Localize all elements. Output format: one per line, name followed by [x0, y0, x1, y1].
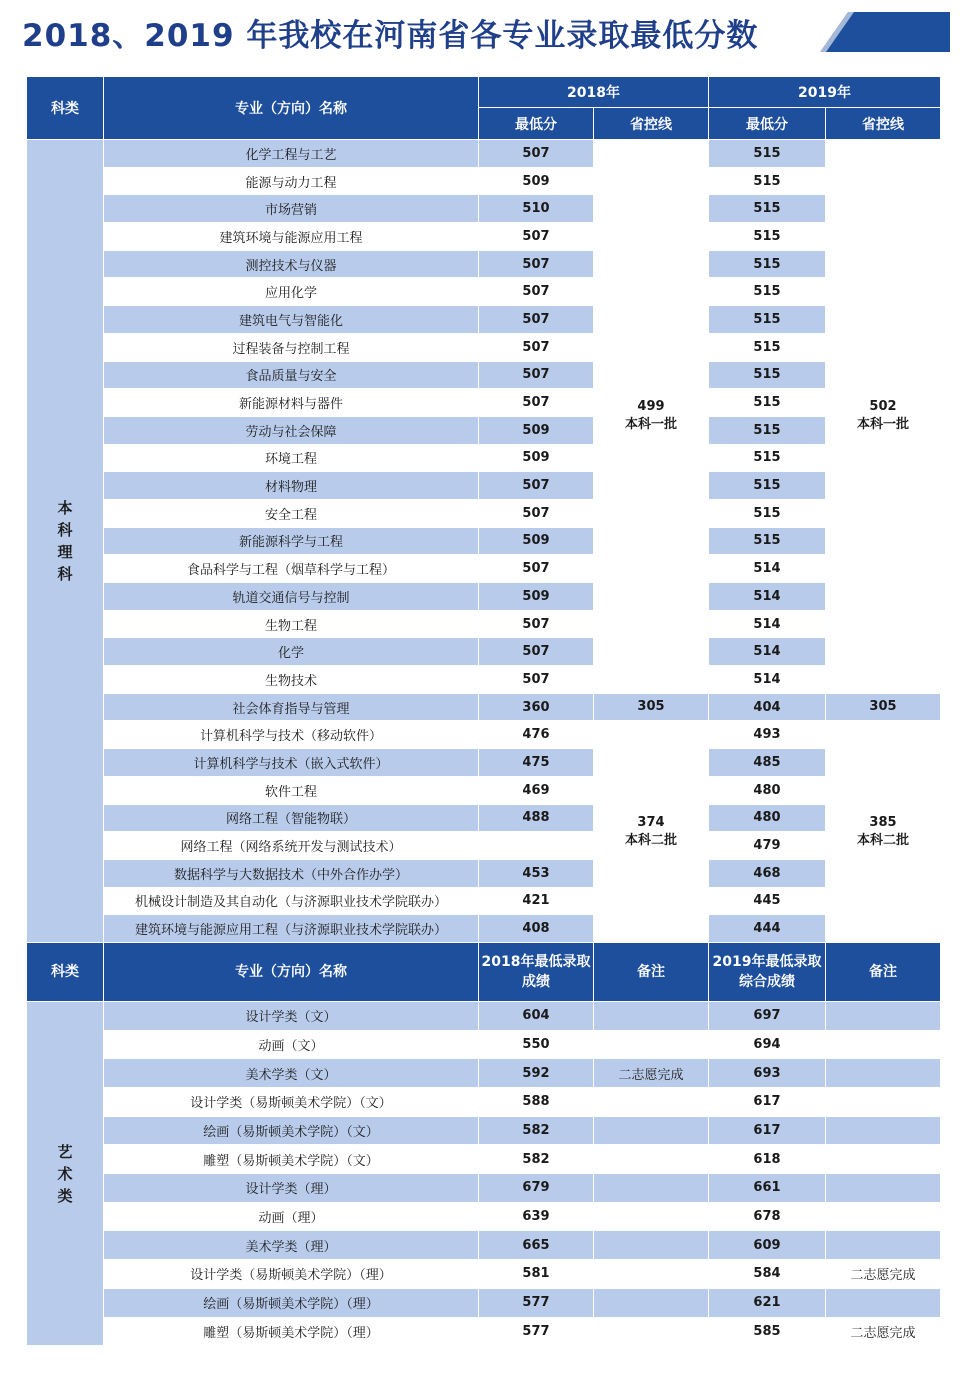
score-2019: 515 — [709, 333, 826, 361]
score-2018: 509 — [479, 583, 594, 611]
score-2019: 697 — [709, 1001, 826, 1030]
score-2019: 617 — [709, 1088, 826, 1117]
score-2018: 476 — [479, 721, 594, 749]
score-2018: 507 — [479, 140, 594, 168]
header-year-2018: 2018年 — [479, 77, 709, 108]
note-2018 — [594, 1288, 709, 1317]
major-name: 设计学类（易斯顿美术学院）（文） — [104, 1088, 479, 1117]
major-name: 环境工程 — [104, 444, 479, 472]
score-2019: 514 — [709, 583, 826, 611]
control-line-label: 本科一批 — [624, 417, 677, 433]
score-2018: 509 — [479, 167, 594, 195]
table-row — [27, 250, 941, 278]
major-name: 生物技术 — [104, 666, 479, 694]
table-row — [27, 859, 941, 887]
table-row — [27, 361, 941, 389]
major-name: 动画（理） — [104, 1202, 479, 1231]
major-name: 应用化学 — [104, 278, 479, 306]
major-name: 动画（文） — [104, 1030, 479, 1059]
score-2019: 585 — [709, 1317, 826, 1346]
note-2019 — [826, 1202, 941, 1231]
table-row — [27, 1059, 941, 1088]
score-2019: 515 — [709, 472, 826, 500]
table-row — [27, 1260, 941, 1289]
score-2019: 480 — [709, 804, 826, 832]
header-major: 专业（方向）名称 — [104, 77, 479, 140]
header-min-score-2019: 最低分 — [709, 108, 826, 140]
note-2019 — [826, 1030, 941, 1059]
major-name: 美术学类（理） — [104, 1231, 479, 1260]
table-row — [27, 721, 941, 749]
score-2019: 468 — [709, 859, 826, 887]
control-line-value: 374 — [637, 814, 665, 830]
score-2019: 514 — [709, 555, 826, 583]
control-line-2019-pe: 305 — [826, 693, 941, 721]
score-2018: 507 — [479, 666, 594, 694]
table-row — [27, 306, 941, 334]
score-2018: 639 — [479, 1202, 594, 1231]
major-name: 绘画（易斯顿美术学院）（理） — [104, 1288, 479, 1317]
control-line-value: 502 — [869, 399, 897, 415]
note-2019 — [826, 1001, 941, 1030]
score-2018: 509 — [479, 444, 594, 472]
major-name: 建筑环境与能源应用工程（与济源职业技术学院联办） — [104, 915, 479, 943]
control-line-label: 本科二批 — [624, 832, 677, 848]
note-2019 — [826, 1059, 941, 1088]
score-2019: 444 — [709, 915, 826, 943]
note-2018 — [594, 1317, 709, 1346]
control-line-label: 本科一批 — [856, 417, 909, 433]
score-2019: 515 — [709, 499, 826, 527]
score-2019: 609 — [709, 1231, 826, 1260]
score-2019: 515 — [709, 389, 826, 417]
note-2019: 二志愿完成 — [826, 1317, 941, 1346]
score-2019: 515 — [709, 444, 826, 472]
table-row — [27, 333, 941, 361]
control-line-2019-second-batch — [826, 721, 941, 943]
table-row — [27, 416, 941, 444]
header-category: 科类 — [27, 942, 104, 1001]
category-label: 本科理科 — [57, 498, 73, 583]
major-name: 建筑环境与能源应用工程 — [104, 223, 479, 251]
note-2018 — [594, 1088, 709, 1117]
table-row — [27, 140, 941, 168]
score-2018: 550 — [479, 1030, 594, 1059]
table-row — [27, 666, 941, 694]
note-2019 — [826, 1174, 941, 1203]
score-2018: 577 — [479, 1288, 594, 1317]
note-2018: 二志愿完成 — [594, 1059, 709, 1088]
score-2019: 485 — [709, 749, 826, 777]
note-2019 — [826, 1231, 941, 1260]
note-2019 — [826, 1088, 941, 1117]
score-2018: 509 — [479, 416, 594, 444]
header-note-2018: 备注 — [594, 942, 709, 1001]
note-2018 — [594, 1174, 709, 1203]
major-name: 美术学类（文） — [104, 1059, 479, 1088]
header-note-2019: 备注 — [826, 942, 941, 1001]
category-cell — [27, 140, 104, 943]
note-2019 — [826, 1116, 941, 1145]
table-row — [27, 915, 941, 943]
score-2019: 480 — [709, 776, 826, 804]
score-2018: 507 — [479, 223, 594, 251]
score-2019: 515 — [709, 223, 826, 251]
score-2019: 661 — [709, 1174, 826, 1203]
score-2019: 621 — [709, 1288, 826, 1317]
score-2018: 507 — [479, 472, 594, 500]
control-line-2019-first-batch — [826, 140, 941, 694]
major-name: 轨道交通信号与控制 — [104, 583, 479, 611]
major-name: 计算机科学与技术（嵌入式软件） — [104, 749, 479, 777]
score-2018: 488 — [479, 804, 594, 832]
major-name: 机械设计制造及其自动化（与济源职业技术学院联办） — [104, 887, 479, 915]
note-2019: 二志愿完成 — [826, 1260, 941, 1289]
score-2018: 421 — [479, 887, 594, 915]
score-2018: 509 — [479, 527, 594, 555]
major-name: 网络工程（网络系统开发与测试技术） — [104, 832, 479, 860]
score-2019: 514 — [709, 638, 826, 666]
score-2018: 507 — [479, 278, 594, 306]
score-2019: 515 — [709, 306, 826, 334]
score-2018: 475 — [479, 749, 594, 777]
score-2019: 514 — [709, 666, 826, 694]
table-row — [27, 472, 941, 500]
table-row — [27, 1145, 941, 1174]
table-row — [27, 583, 941, 611]
table-row — [27, 389, 941, 417]
title-decoration — [820, 12, 950, 52]
score-2018: 507 — [479, 610, 594, 638]
note-2019 — [826, 1145, 941, 1174]
score-2018: 592 — [479, 1059, 594, 1088]
category-cell — [27, 1001, 104, 1345]
note-2018 — [594, 1145, 709, 1174]
major-name: 软件工程 — [104, 776, 479, 804]
major-name: 化学 — [104, 638, 479, 666]
score-2019: 514 — [709, 610, 826, 638]
score-2018: 582 — [479, 1145, 594, 1174]
major-name: 雕塑（易斯顿美术学院）（文） — [104, 1145, 479, 1174]
note-2018 — [594, 1202, 709, 1231]
score-2018: 360 — [479, 693, 594, 721]
table-row — [27, 444, 941, 472]
note-2018 — [594, 1001, 709, 1030]
major-name: 材料物理 — [104, 472, 479, 500]
major-name: 测控技术与仪器 — [104, 250, 479, 278]
table-row — [27, 223, 941, 251]
score-2018: 408 — [479, 915, 594, 943]
header-min-2019: 2019年最低录取综合成绩 — [709, 942, 826, 1001]
table-row — [27, 555, 941, 583]
score-2018 — [479, 832, 594, 860]
table-row — [27, 1288, 941, 1317]
major-name: 设计学类（易斯顿美术学院）（理） — [104, 1260, 479, 1289]
score-2019: 693 — [709, 1059, 826, 1088]
table-row — [27, 195, 941, 223]
major-name: 雕塑（易斯顿美术学院）（理） — [104, 1317, 479, 1346]
score-2019: 515 — [709, 167, 826, 195]
category-label: 艺术类 — [57, 1142, 73, 1205]
header-control-line-2019: 省控线 — [826, 108, 941, 140]
table-row — [27, 749, 941, 777]
score-2019: 515 — [709, 416, 826, 444]
major-name: 数据科学与大数据技术（中外合作办学） — [104, 859, 479, 887]
score-2019: 694 — [709, 1030, 826, 1059]
control-line-2018-first-batch — [594, 140, 709, 694]
major-name: 计算机科学与技术（移动软件） — [104, 721, 479, 749]
note-2018 — [594, 1231, 709, 1260]
table-row — [27, 1202, 941, 1231]
major-name: 建筑电气与智能化 — [104, 306, 479, 334]
score-2018: 453 — [479, 859, 594, 887]
art-header-row — [27, 942, 941, 1001]
table-row — [27, 638, 941, 666]
score-2018: 507 — [479, 250, 594, 278]
table-row — [27, 804, 941, 832]
score-2018: 507 — [479, 638, 594, 666]
score-2019: 618 — [709, 1145, 826, 1174]
major-name: 过程装备与控制工程 — [104, 333, 479, 361]
major-name: 食品科学与工程（烟草科学与工程） — [104, 555, 479, 583]
table-row — [27, 776, 941, 804]
major-name: 生物工程 — [104, 610, 479, 638]
score-2019: 515 — [709, 250, 826, 278]
control-line-value: 385 — [869, 814, 897, 830]
major-name: 绘画（易斯顿美术学院）（文） — [104, 1116, 479, 1145]
major-name: 新能源科学与工程 — [104, 527, 479, 555]
major-name: 食品质量与安全 — [104, 361, 479, 389]
score-2018: 679 — [479, 1174, 594, 1203]
table-row — [27, 832, 941, 860]
score-2019: 493 — [709, 721, 826, 749]
table-row — [27, 693, 941, 721]
table-row — [27, 499, 941, 527]
header-year-2019: 2019年 — [709, 77, 941, 108]
score-2019: 479 — [709, 832, 826, 860]
page-title: 2018、2019 年我校在河南省各专业录取最低分数 — [22, 18, 759, 54]
score-2018: 577 — [479, 1317, 594, 1346]
table-row — [27, 1116, 941, 1145]
note-2018 — [594, 1260, 709, 1289]
score-2019: 515 — [709, 195, 826, 223]
table-row — [27, 278, 941, 306]
major-name: 新能源材料与器件 — [104, 389, 479, 417]
score-2018: 507 — [479, 389, 594, 417]
major-name: 化学工程与工艺 — [104, 140, 479, 168]
score-2018: 507 — [479, 361, 594, 389]
control-line-label: 本科二批 — [856, 832, 909, 848]
control-line-2018-second-batch — [594, 721, 709, 943]
header-min-2018: 2018年最低录取成绩 — [479, 942, 594, 1001]
table-row — [27, 1231, 941, 1260]
score-2018: 588 — [479, 1088, 594, 1117]
score-2019: 515 — [709, 140, 826, 168]
score-2018: 604 — [479, 1001, 594, 1030]
major-name: 设计学类（文） — [104, 1001, 479, 1030]
header-major: 专业（方向）名称 — [104, 942, 479, 1001]
control-line-value: 499 — [637, 399, 665, 415]
major-name: 劳动与社会保障 — [104, 416, 479, 444]
score-2018: 582 — [479, 1116, 594, 1145]
table-row — [27, 527, 941, 555]
table-row — [27, 1317, 941, 1346]
control-line-2018-pe: 305 — [594, 693, 709, 721]
score-2019: 584 — [709, 1260, 826, 1289]
table-row — [27, 167, 941, 195]
score-2018: 507 — [479, 333, 594, 361]
score-2019: 515 — [709, 527, 826, 555]
table-row — [27, 610, 941, 638]
score-2018: 581 — [479, 1260, 594, 1289]
score-2018: 507 — [479, 555, 594, 583]
score-2019: 617 — [709, 1116, 826, 1145]
score-2019: 515 — [709, 361, 826, 389]
score-2018: 510 — [479, 195, 594, 223]
table-row — [27, 887, 941, 915]
major-name: 能源与动力工程 — [104, 167, 479, 195]
table-row — [27, 1030, 941, 1059]
note-2019 — [826, 1288, 941, 1317]
table-row — [27, 1088, 941, 1117]
major-name: 网络工程（智能物联） — [104, 804, 479, 832]
major-name: 市场营销 — [104, 195, 479, 223]
header-min-score-2018: 最低分 — [479, 108, 594, 140]
header-category: 科类 — [27, 77, 104, 140]
note-2018 — [594, 1030, 709, 1059]
table-row — [27, 1174, 941, 1203]
score-2018: 665 — [479, 1231, 594, 1260]
major-name: 设计学类（理） — [104, 1174, 479, 1203]
score-2018: 507 — [479, 306, 594, 334]
score-2019: 515 — [709, 278, 826, 306]
score-2019: 404 — [709, 693, 826, 721]
header-control-line-2018: 省控线 — [594, 108, 709, 140]
admission-score-table — [26, 76, 941, 1346]
major-name: 社会体育指导与管理 — [104, 693, 479, 721]
score-2018: 469 — [479, 776, 594, 804]
major-name: 安全工程 — [104, 499, 479, 527]
table-row — [27, 1001, 941, 1030]
note-2018 — [594, 1116, 709, 1145]
score-2018: 507 — [479, 499, 594, 527]
score-2019: 445 — [709, 887, 826, 915]
score-2019: 678 — [709, 1202, 826, 1231]
